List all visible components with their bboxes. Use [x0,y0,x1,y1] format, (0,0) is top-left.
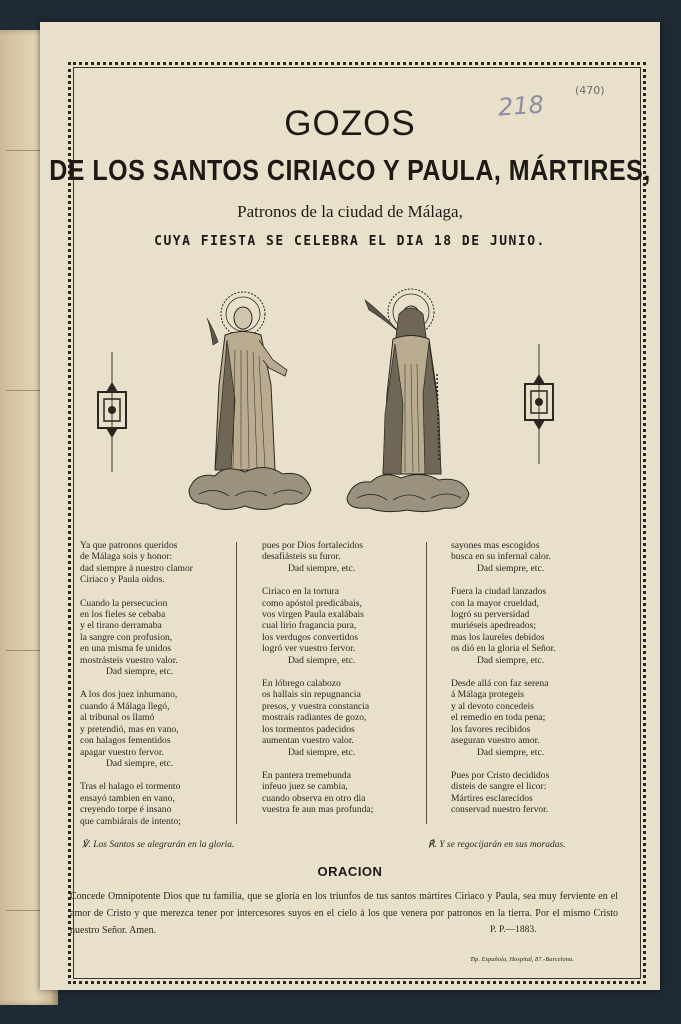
stanza [80,598,260,678]
saint-ciriaco-engraving [185,290,315,515]
verse-line: vuestra fe aun mas profunda; [262,804,374,816]
verse-line: cuando observa en otro dia [262,792,366,804]
verse-line: creyendo torpe é insano [80,804,172,816]
versicle: ℣. Los Santos se alegrarán en la gloria. [82,840,235,850]
verse-line: sayones mas escogidos [451,540,540,551]
verse-line: Tras el halago el tormento [80,781,181,793]
right-ornament-icon [519,344,559,464]
verse-line: los favores recibidos [451,723,531,735]
page-title: GOZOS [284,104,416,143]
verse-line: y el tirano derramaba [80,620,162,632]
verse-line: Desde allá con faz serena [451,678,549,690]
verse-line: Dad siempre, etc. [288,746,356,758]
stanza [451,586,631,666]
verse-line: presos, y vuestra constancia [262,700,370,712]
verse-line: la sangre con profusion, [80,631,173,643]
left-ornament-icon [92,352,132,472]
verse-line: mas los laureles debidos [451,631,545,643]
verse-line: desafiásteis su furor. [262,551,341,563]
verse-line: Dad siempre, etc. [477,562,545,574]
prayer-heading: ORACION [317,864,383,879]
printer-imprint: Tip. Española, Hospital, 87.-Barcelona. [470,956,574,963]
verse-line: de Málaga sois y honor: [80,551,173,563]
verse-line: cual lirio fragancia pura, [262,620,357,632]
verse-column-1 [80,540,260,839]
verse-line: aumentan vuestro valor. [262,735,354,747]
verse-line: os hallais sin repugnancia [262,689,361,701]
patron-line: Patronos de la ciudad de Málaga, [237,202,463,221]
verse-line: ensayó tambien en vano, [80,792,175,804]
verse-line: logró ver vuestro fervor. [262,643,356,655]
verse-line: con halagos fementidos [80,735,171,747]
verse-line: apagar vuestro fervor. [80,746,164,758]
verse-line: Dad siempre, etc. [288,562,356,574]
stanza [262,678,442,758]
verse-line: como apóstol predicábais, [262,597,362,609]
stanza [262,540,442,574]
stanza [262,586,442,666]
verse-line: A los dos juez inhumano, [80,689,178,701]
verse-line: infeuo juez se cambia, [262,781,348,793]
verse-line: vos virgen Paula exalábais [262,609,364,621]
verse-line: muriéseis apedreados; [451,620,536,632]
verse-line: busca en su infernal calor. [451,551,551,563]
verse-line: conservad nuestro fervor. [451,804,549,816]
stanza [451,678,631,758]
verse-line: cuando á Málaga llegó, [80,700,170,712]
verse-line: Dad siempre, etc. [477,654,545,666]
verse-line: dad siempre á nuestro clamor [80,562,193,574]
stanza [80,540,260,586]
verse-line: Mártires esclarecidos [451,792,533,804]
verse-line: al tribunal os llamó [80,712,155,724]
verse-line: mostrais radiantes de gozo, [262,712,367,724]
verse-line: Ciriaco y Paula oidos. [80,574,165,586]
verse-line: mostrásteis vuestro valor. [80,654,178,666]
verse-line: á Málaga protegeis [451,689,524,701]
verse-line: Dad siempre, etc. [106,757,174,769]
prayer-text: Concede Omnipotente Dios que tu familia, que se gloría en los triunfos de tus santos mártires Ciriaco y Paula, sea muy ferviente en el amor de Cristo y que merezca tener por intercesores suyos en el cielo á los que venera por patronos en la tierra. Por el mismo Cristo nuestro Señor. Amen. [70,891,618,936]
stanza [80,781,260,827]
verse-line: los verdugos convertidos [262,631,358,643]
stanza [80,689,260,769]
prayer-signature: P. P.—1883. [490,925,537,935]
verse-line: En pantera tremebunda [262,769,351,781]
verse-line: en una misma fe unidos [80,643,172,655]
verse-line: que cambiárais de intento; [80,815,181,827]
feast-line: CUYA FIESTA SE CELEBRA EL DIA 18 DE JUNIO. [154,234,546,249]
column-divider [426,542,427,824]
verse-line: logró su perversidad [451,609,530,621]
stanza [262,770,442,816]
response: ℟. Y se regocijarán en sus moradas. [428,840,566,850]
verse-line: con la mayor crueldad, [451,597,539,609]
verse-column-2 [262,540,442,828]
verse-line: Pues por Cristo decididos [451,769,550,781]
verse-line: el remedio en toda pena; [451,712,546,724]
verse-line: os dió en la gloria el Señor. [451,643,556,655]
verse-line: Fuera la ciudad lanzados [451,586,547,598]
verse-line: aseguran vuestro amor. [451,735,540,747]
verse-column-3 [451,540,631,828]
verse-line: Ciriaco en la tortura [262,586,339,598]
saint-paula-engraving [345,284,475,514]
column-divider [236,542,237,824]
handwritten-number: 218 [497,90,545,122]
verse-line: Ya que patronos queridos [80,540,178,551]
handwritten-note: (470) [575,84,605,97]
verse-line: y al devoto concedeis [451,700,534,712]
verse-line: Dad siempre, etc. [477,746,545,758]
verse-line: En lóbrego calabozo [262,678,341,690]
verse-line: disteis de sangre el licor: [451,781,547,793]
stanza [451,770,631,816]
verse-line: los tormentos padecidos [262,723,355,735]
verse-line: y pretendió, mas en vano, [80,723,179,735]
broadsheet-page [40,22,660,990]
verse-line: Dad siempre, etc. [106,666,174,678]
stanza [451,540,631,574]
verse-line: pues por Dios fortalecidos [262,540,363,551]
verse-line: en los fieles se cebaba [80,609,166,621]
verse-line: Dad siempre, etc. [288,654,356,666]
page-subtitle: DE LOS SANTOS CIRIACO Y PAULA, MÁRTIRES, [49,154,651,188]
verse-line: Cuando la persecucion [80,597,168,609]
